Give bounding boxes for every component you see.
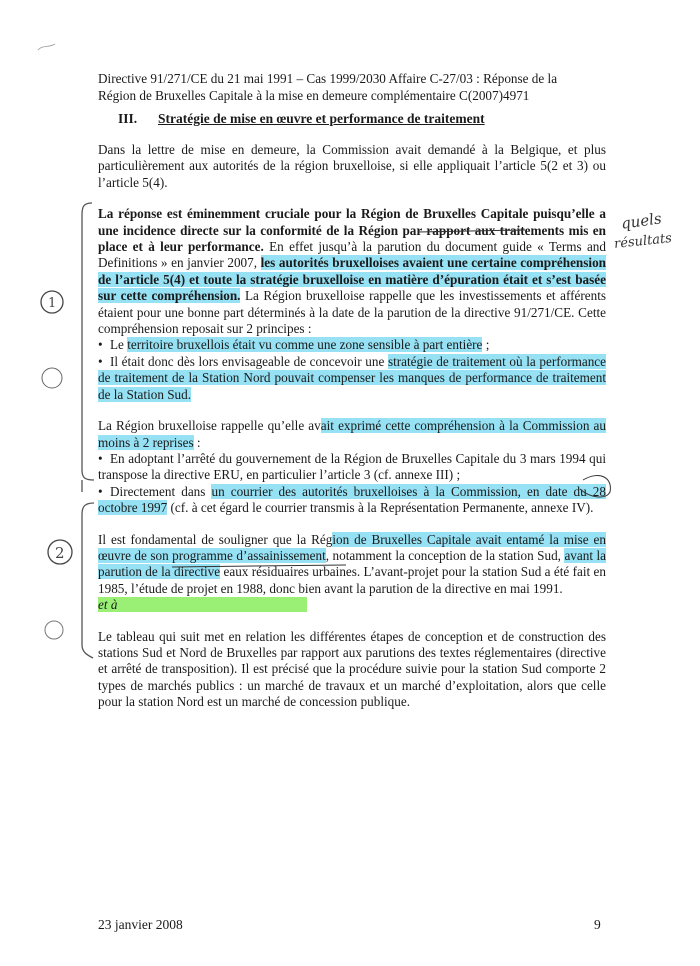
bullet-principle-1: • Le territoire bruxellois était vu comme une zone sensible à part entière ; (98, 337, 490, 353)
margin-circle-empty-2 (45, 621, 63, 639)
highlight-strategy: stratégie de traitement où la performance de traitement de la Station Nord pouvait compenser les manques de performance de traitement de la Station Sud. (98, 353, 607, 402)
paragraph-fundamental: Il est fondamental de souligner que la Région de Bruxelles Capitale avait entamé la mise en œuvre de son programme d’assainissement, notamment la conception de la station Sud, avant la parution de la directive eaux résiduaires urbaines. L’avant-projet pour la station Sud a été fait en 1985, l’étude de projet en 1988, donc bien avant la parution de la directive en mai 1991. et à (98, 531, 606, 613)
underline-etude (172, 565, 346, 567)
header-line-1: Directive 91/271/CE du 21 mai 1991 – Cas 1999/2030 Affaire C-27/03 : Réponse de la (98, 71, 558, 86)
bullet-courrier: • Directement dans un courrier des autorités bruxelloises à la Commission, en date du 28 octobre 1997 (cf. à cet égard le courrier transmis à la Représentation Permanente, annexe IV). (98, 483, 606, 516)
response-text-1: En effet jusqu’à la parution du document guide « Terms and Definitions » en janvier 2007, (98, 239, 606, 271)
circled-number-1: 1 (48, 296, 57, 311)
highlight-territory: territoire bruxellois était vu comme une zone sensible à part entière (127, 337, 483, 353)
paragraph-intro: Dans la lettre de mise en demeure, la Commission avait demandé à la Belgique, et plus particulièrement aux autorités de la région bruxelloise, si elle appliquait l’article 5(2 et 3) ou l’article 5(4). (98, 142, 606, 190)
bullet-dot: • (98, 353, 103, 369)
paragraph-table-intro: Le tableau qui suit met en relation les différentes étapes de conception et de construction des stations Sud et Nord de Bruxelles par rapport aux parutions des textes réglementaires (directive et arrêté de transposition). Il est précisé que la procédure suivie pour la station Sud comporte 2 types de marchés publics : un marché de travaux et un marché d’exploitation, alors que celle pour la station Nord est un marché de concession publique. (98, 628, 606, 710)
bullet-dot: • (98, 450, 103, 466)
underline-document-guide (418, 230, 525, 232)
margin-note-resultats: résultats (613, 231, 673, 252)
bullet-arrete: • En adoptant l’arrêté du gouvernement de la Région de Bruxelles Capitale du 3 mars 1994 qui transpose la directive ERU, en particulier l’article 3 (cf. annexe III) ; (98, 450, 606, 483)
green-highlight-note: et à (98, 597, 307, 612)
margin-bracket-1 (82, 203, 94, 480)
section-number: III. (118, 111, 138, 126)
response-bold-1: La réponse est éminemment cruciale pour la Région de Bruxelles Capitale puisqu’elle a une incidence directe sur la conformité de la Région par rapport aux traitements mis en place et à leur performance. (98, 206, 606, 255)
highlight-reprises: ait exprimé cette compréhension à la Commission au moins à 2 reprises (98, 418, 606, 450)
loop-annexe (580, 476, 610, 497)
stray-mark-top (38, 44, 55, 50)
response-bold-2: les autorités bruxelloises avaient une certaine compréhension de l’article 5(4) et toute la stratégie bruxelloise en matière d’épuration était et s’est basée sur cette compréhension. (98, 255, 606, 304)
header-line-2: Région de Bruxelles Capitale à la mise en demeure complémentaire C(2007)4971 (98, 88, 530, 103)
section-heading: Stratégie de mise en œuvre et performance de traitement (158, 111, 485, 126)
circled-number-2: 2 (55, 544, 65, 562)
bullet-principle-2: • Il était donc dès lors envisageable de concevoir une stratégie de traitement où la performance de traitement de la Station Nord pouvait compenser les manques de performance de traitement de la Station Sud. (98, 353, 607, 402)
footer-date: 23 janvier 2008 (98, 917, 183, 932)
margin-circle-empty (42, 368, 62, 388)
footer-page-number: 9 (594, 917, 601, 932)
highlight-courrier: un courrier des autorités bruxelloises à la Commission, en date du 28 octobre 1997 (98, 483, 606, 516)
bullet-dot: • (98, 337, 103, 353)
margin-bracket-2 (82, 503, 94, 658)
paragraph-reminder: La Région bruxelloise rappelle qu’elle avait exprimé cette compréhension à la Commission au moins à 2 reprises : (98, 418, 606, 450)
highlight-avant: avant la parution de la directive (98, 547, 606, 580)
highlight-programme: ion de Bruxelles Capitale avait entamé la mise en œuvre de son programme d’assainissement (98, 531, 606, 563)
response-text-2: La Région bruxelloise rappelle que les investissements et afférents étaient pour une bonne part déterminés à la date de la parution de la directive 91/271/CE. Cette compréhension reposait sur 2 principes : (98, 288, 606, 337)
margin-note-quels: quels (619, 209, 663, 233)
bullet-dot: • (98, 483, 103, 499)
